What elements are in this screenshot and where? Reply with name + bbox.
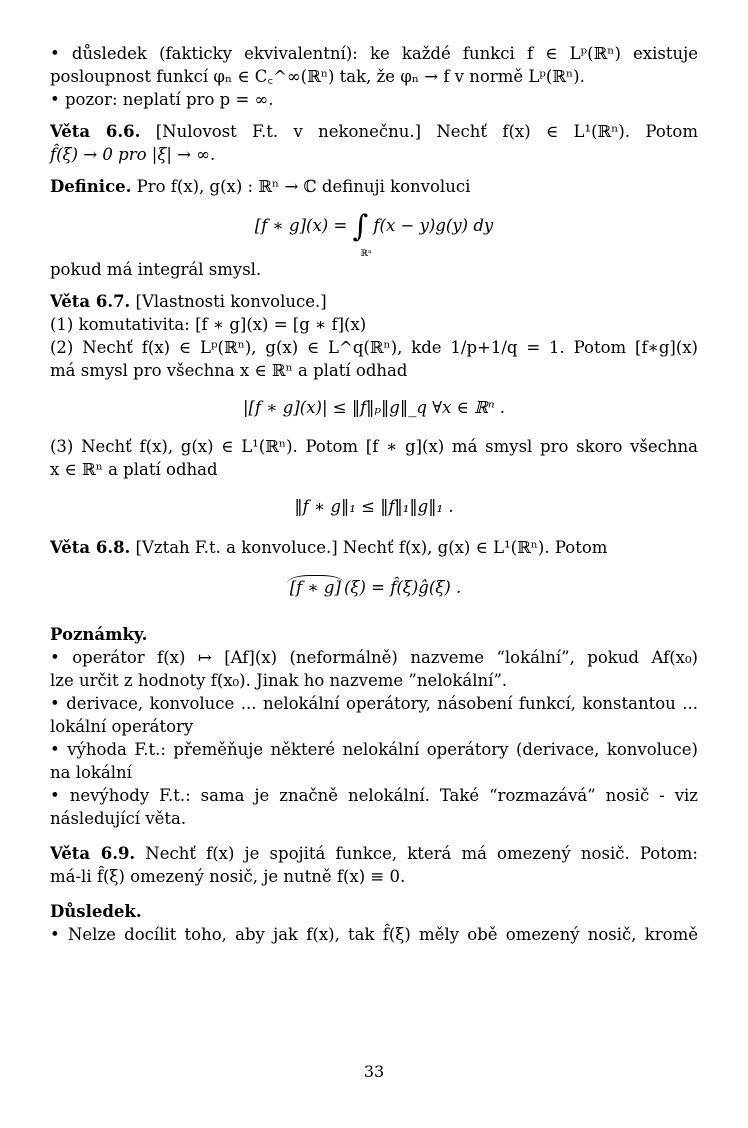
- theorem-text: [Nulovost F.t. v nekonečnu.] Nechť f(x) ∈ L¹(ℝⁿ). Potom: [155, 122, 699, 141]
- theorem-6-8: [50, 536, 698, 559]
- page-number: 33: [363, 1062, 385, 1081]
- corollary-heading: Důsledek.: [50, 902, 142, 921]
- fourier-convolution-equation: [50, 575, 698, 599]
- text-line: (2) Nechť f(x) ∈ Lᵖ(ℝⁿ), g(x) ∈ L^q(ℝⁿ), kde 1/p+1/q = 1. Potom [f∗g](x): [50, 338, 698, 357]
- text-line: má smysl pro všechna x ∈ ℝⁿ a platí odhad: [50, 361, 408, 380]
- text-line: x ∈ ℝⁿ a platí odhad: [50, 460, 218, 479]
- definition-heading: Definice.: [50, 177, 132, 196]
- l1-estimate-equation: ‖f ∗ g‖₁ ≤ ‖f‖₁‖g‖₁ .: [294, 497, 454, 516]
- theorem-heading: Věta 6.8.: [50, 538, 131, 557]
- theorem-heading: Věta 6.7.: [50, 292, 131, 311]
- text-line: pokud má integrál smysl.: [50, 260, 262, 279]
- text-line: posloupnost funkcí φₙ ∈ C꜀^∞(ℝⁿ) tak, že φₙ → f v normě Lᵖ(ℝⁿ).: [50, 67, 585, 86]
- text-line: • derivace, konvoluce ... nelokální operátory, násobení funkcí, konstantou ...: [50, 694, 698, 713]
- theorem-6-7: [50, 290, 698, 313]
- text-line: • operátor f(x) ↦ [Af](x) (neformálně) nazveme “lokální”, pokud Af(x₀): [50, 648, 698, 667]
- theorem-heading: Věta 6.6.: [50, 122, 141, 141]
- text-line: • důsledek (fakticky ekvivalentní): ke každé funkci f ∈ Lᵖ(ℝⁿ) existuje: [50, 44, 698, 63]
- text-line: • Nelze docílit toho, aby jak f(x), tak f̂(ξ) měly obě omezený nosič, kromě: [50, 925, 698, 944]
- theorem-title: [Vlastnosti konvoluce.]: [135, 292, 327, 311]
- theorem-heading: Věta 6.9.: [50, 844, 136, 863]
- text-line: (3) Nechť f(x), g(x) ∈ L¹(ℝⁿ). Potom [f ∗ g](x) má smysl pro skoro všechna: [50, 437, 698, 456]
- theorem-text: [Vztah F.t. a konvoluce.] Nechť f(x), g(x) ∈ L¹(ℝⁿ). Potom: [135, 538, 608, 557]
- text-line: má-li f̂(ξ) omezený nosič, je nutně f(x) ≡ 0.: [50, 867, 406, 886]
- text-line: následující věta.: [50, 809, 187, 828]
- definition-text: Pro f(x), g(x) : ℝⁿ → ℂ definuji konvoluci: [136, 177, 471, 196]
- equation-rest: (ξ) = f̂(ξ)ĝ(ξ) .: [343, 578, 462, 597]
- theorem-text: Nechť f(x) je spojitá funkce, která má omezený nosič. Potom:: [145, 844, 698, 863]
- theorem-6-6: [50, 120, 698, 143]
- equation-right: f(x − y)g(y) dy: [373, 216, 494, 235]
- page-body: [50, 42, 698, 946]
- theorem-6-9: [50, 842, 698, 865]
- text-line: • výhoda F.t.: přeměňuje některé nelokální operátory (derivace, konvoluce): [50, 740, 698, 759]
- text-line: • pozor: neplatí pro p = ∞.: [50, 90, 274, 109]
- text-line: • nevýhody F.t.: sama je značně nelokální. Také “rozmazává” nosič - viz: [50, 786, 698, 805]
- text-line: f̂(ξ) → 0 pro |ξ| → ∞.: [50, 145, 216, 164]
- text-line: lokální operátory: [50, 717, 194, 736]
- text-line: (1) komutativita: [f ∗ g](x) = [g ∗ f](x): [50, 315, 367, 334]
- convolution-equation: [50, 204, 698, 259]
- wide-hat-expression: [f ∗ g]: [287, 575, 344, 599]
- integral-sign: ∫ ℝⁿ: [352, 208, 372, 259]
- text-line: lze určit z hodnoty f(x₀). Jinak ho nazveme ”nelokální”.: [50, 671, 508, 690]
- equation-left: [f ∗ g](x) =: [254, 216, 348, 235]
- notes-heading: Poznámky.: [50, 625, 148, 644]
- holder-estimate-equation: |[f ∗ g](x)| ≤ ‖f‖ₚ‖g‖_q ∀x ∈ ℝⁿ .: [242, 398, 506, 417]
- text-line: na lokální: [50, 763, 132, 782]
- definition: [50, 175, 698, 198]
